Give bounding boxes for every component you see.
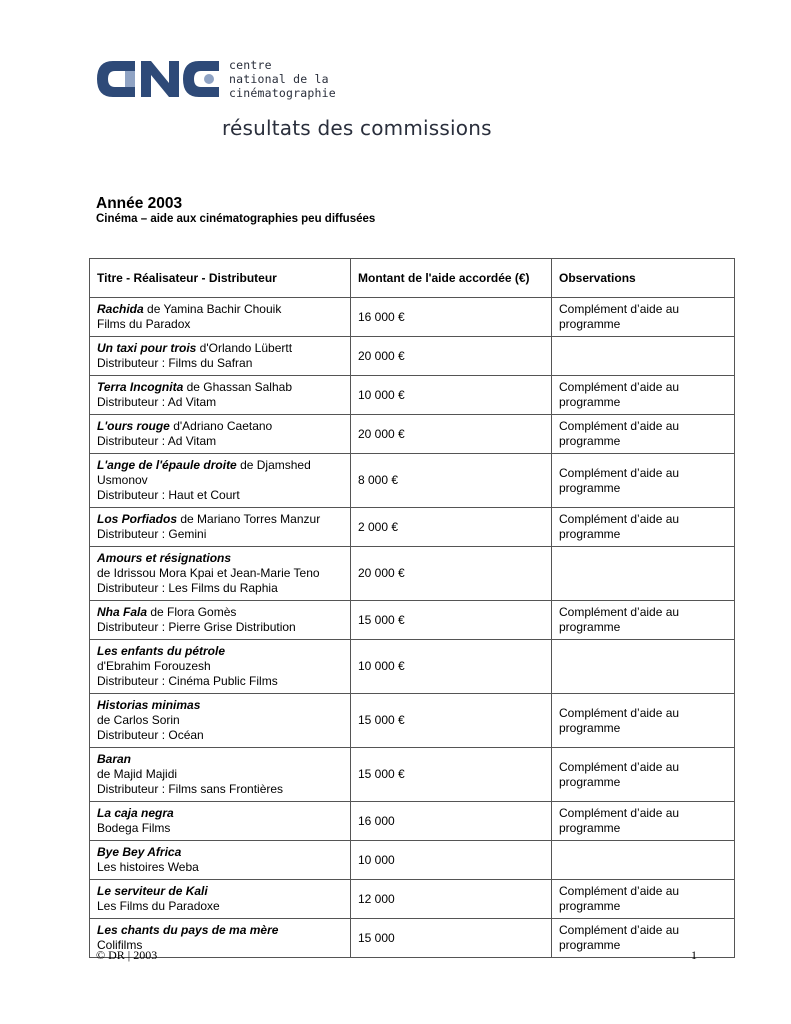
cell-title (90, 841, 351, 880)
page-number: 1 (691, 948, 697, 962)
title-line (97, 512, 343, 527)
cell-observations (552, 415, 735, 454)
film-title: Le serviteur de Kali (97, 884, 208, 898)
film-detail: Distributeur : Films sans Frontières (97, 782, 284, 796)
cnc-logo (95, 55, 336, 103)
cell-title (90, 802, 351, 841)
title-line (97, 644, 343, 659)
film-director: de Ghassan Salhab (183, 380, 292, 394)
table-row (90, 454, 735, 508)
film-director: de Djamshed (236, 458, 311, 472)
table-row (90, 337, 735, 376)
cell-amount: 16 000 € (351, 298, 552, 337)
cell-amount: 15 000 € (351, 748, 552, 802)
observation-line: programme (559, 720, 621, 735)
title-line (97, 923, 343, 938)
title-line (97, 341, 343, 356)
observation-line: Complément d’aide au (559, 806, 680, 820)
observation-line: Complément d’aide au (559, 605, 680, 619)
cell-title (90, 640, 351, 694)
cell-observations (552, 547, 735, 601)
cell-amount: 20 000 € (351, 337, 552, 376)
cell-amount: 10 000 € (351, 640, 552, 694)
title-line (97, 605, 343, 620)
cnc-logo-mark (95, 57, 221, 101)
film-detail: Distributeur : Films du Safran (97, 356, 253, 370)
cell-amount: 15 000 (351, 919, 552, 958)
cell-title (90, 880, 351, 919)
cell-observations (552, 748, 735, 802)
film-title: Historias minimas (97, 698, 201, 712)
cell-amount: 20 000 € (351, 547, 552, 601)
film-detail: Distributeur : Haut et Court (97, 488, 240, 502)
cell-amount: 2 000 € (351, 508, 552, 547)
title-line (97, 845, 343, 860)
film-director: d'Orlando Lübertt (196, 341, 293, 355)
header-title: Titre - Réalisateur - Distributeur (90, 259, 351, 298)
observation-line: programme (559, 938, 621, 952)
table-row (90, 601, 735, 640)
table-row (90, 919, 735, 958)
table-row (90, 841, 735, 880)
table-row (90, 802, 735, 841)
cell-observations (552, 508, 735, 547)
observation-line: Complément d’aide au (559, 759, 680, 774)
observation-line: programme (559, 620, 621, 634)
film-title: Terra Incognita (97, 380, 184, 394)
film-detail: d'Ebrahim Forouzesh (97, 659, 211, 673)
cell-title (90, 415, 351, 454)
table-row (90, 694, 735, 748)
cell-observations (552, 919, 735, 958)
cell-title (90, 694, 351, 748)
title-line (97, 380, 343, 395)
title-line (97, 419, 343, 434)
logo-line: cinématographie (229, 86, 336, 100)
film-detail: de Idrissou Mora Kpai et Jean-Marie Teno (97, 566, 320, 580)
film-title: Nha Fala (97, 605, 148, 619)
observation-line: Complément d’aide au (559, 923, 680, 937)
observation-line: Complément d’aide au (559, 465, 680, 480)
table-row (90, 547, 735, 601)
logo-line: centre (229, 58, 272, 72)
footer-copyright: © DR | 2003 (96, 948, 158, 962)
cell-amount: 10 000 (351, 841, 552, 880)
document-subtitle: Cinéma – aide aux cinématographies peu diffusées (96, 213, 376, 225)
film-title: Un taxi pour trois (97, 341, 197, 355)
table-row (90, 880, 735, 919)
table-row (90, 376, 735, 415)
cell-title (90, 376, 351, 415)
film-detail: Les Films du Paradoxe (97, 899, 220, 913)
film-detail: Distributeur : Les Films du Raphia (97, 581, 278, 595)
film-title: Rachida (97, 302, 144, 316)
film-detail: Distributeur : Gemini (97, 527, 207, 541)
title-line (97, 458, 343, 473)
film-title: Bye Bey Africa (97, 845, 182, 859)
title-line (97, 884, 343, 899)
cell-amount: 20 000 € (351, 415, 552, 454)
film-title: Los Porfiados (97, 512, 178, 526)
cell-title (90, 298, 351, 337)
film-detail: Distributeur : Ad Vitam (97, 434, 217, 448)
observation-line: programme (559, 395, 621, 409)
observation-line: Complément d’aide au (559, 380, 680, 394)
cell-amount: 10 000 € (351, 376, 552, 415)
cell-amount: 15 000 € (351, 601, 552, 640)
cell-observations (552, 376, 735, 415)
observation-line: Complément d’aide au (559, 419, 680, 433)
film-detail: Films du Paradox (97, 317, 191, 331)
cnc-logo-text (229, 58, 336, 100)
cell-observations (552, 298, 735, 337)
cell-title (90, 508, 351, 547)
cnc-letters-graphic (95, 57, 221, 101)
cell-observations (552, 454, 735, 508)
observation-line: programme (559, 317, 621, 331)
cell-observations (552, 802, 735, 841)
film-title: Amours et résignations (97, 551, 232, 565)
film-title: L'ange de l'épaule droite (97, 458, 237, 472)
document-year-title: Année 2003 (96, 195, 183, 212)
film-title: Baran (97, 752, 132, 766)
film-director: de Yamina Bachir Chouik (143, 302, 282, 316)
table-header-row (90, 259, 735, 298)
film-title: L'ours rouge (97, 419, 170, 433)
table-row (90, 508, 735, 547)
page-tagline: résultats des commissions (222, 116, 492, 140)
film-detail: Distributeur : Ad Vitam (97, 395, 217, 409)
title-line (97, 698, 343, 713)
cell-title (90, 601, 351, 640)
film-detail: Les histoires Weba (97, 860, 199, 874)
observation-line: programme (559, 527, 621, 541)
observation-line: programme (559, 434, 621, 448)
film-director: de Mariano Torres Manzur (177, 512, 321, 526)
cell-observations (552, 601, 735, 640)
film-director: de Flora Gomès (147, 605, 237, 619)
title-line (97, 551, 343, 566)
film-director: d'Adriano Caetano (169, 419, 273, 433)
observation-line: programme (559, 899, 621, 913)
film-detail: Bodega Films (97, 821, 171, 835)
table-row (90, 415, 735, 454)
cell-amount: 15 000 € (351, 694, 552, 748)
observation-line: Complément d’aide au (559, 705, 680, 720)
title-line (97, 752, 343, 767)
header-observations: Observations (552, 259, 735, 298)
film-detail: Usmonov (97, 473, 148, 487)
table-row (90, 640, 735, 694)
cell-title (90, 337, 351, 376)
header-amount: Montant de l'aide accordée (€) (351, 259, 552, 298)
cell-title (90, 748, 351, 802)
observation-line: Complément d’aide au (559, 302, 680, 316)
table-row (90, 748, 735, 802)
commissions-table (89, 258, 735, 958)
table-body (90, 298, 735, 958)
cell-observations (552, 841, 735, 880)
cell-observations (552, 880, 735, 919)
observation-line: Complément d’aide au (559, 512, 680, 526)
observation-line: Complément d’aide au (559, 884, 680, 898)
cell-title (90, 454, 351, 508)
cell-title (90, 547, 351, 601)
film-title: La caja negra (97, 806, 174, 820)
table-row (90, 298, 735, 337)
cell-amount: 16 000 (351, 802, 552, 841)
film-title: Les chants du pays de ma mère (97, 923, 279, 937)
film-detail: Distributeur : Océan (97, 728, 204, 742)
cell-observations (552, 337, 735, 376)
title-line (97, 302, 343, 317)
film-detail: Colifilms (97, 938, 143, 952)
observation-line: programme (559, 821, 621, 835)
cell-amount: 12 000 (351, 880, 552, 919)
cell-amount: 8 000 € (351, 454, 552, 508)
film-title: Les enfants du pétrole (97, 644, 226, 658)
cell-observations (552, 640, 735, 694)
observation-line: programme (559, 480, 621, 495)
film-detail: Distributeur : Pierre Grise Distribution (97, 620, 296, 634)
cell-observations (552, 694, 735, 748)
film-detail: de Carlos Sorin (97, 713, 180, 727)
film-detail: Distributeur : Cinéma Public Films (97, 674, 278, 688)
observation-line: programme (559, 774, 621, 789)
logo-line: national de la (229, 72, 329, 86)
film-detail: de Majid Majidi (97, 767, 178, 781)
title-line (97, 806, 343, 821)
